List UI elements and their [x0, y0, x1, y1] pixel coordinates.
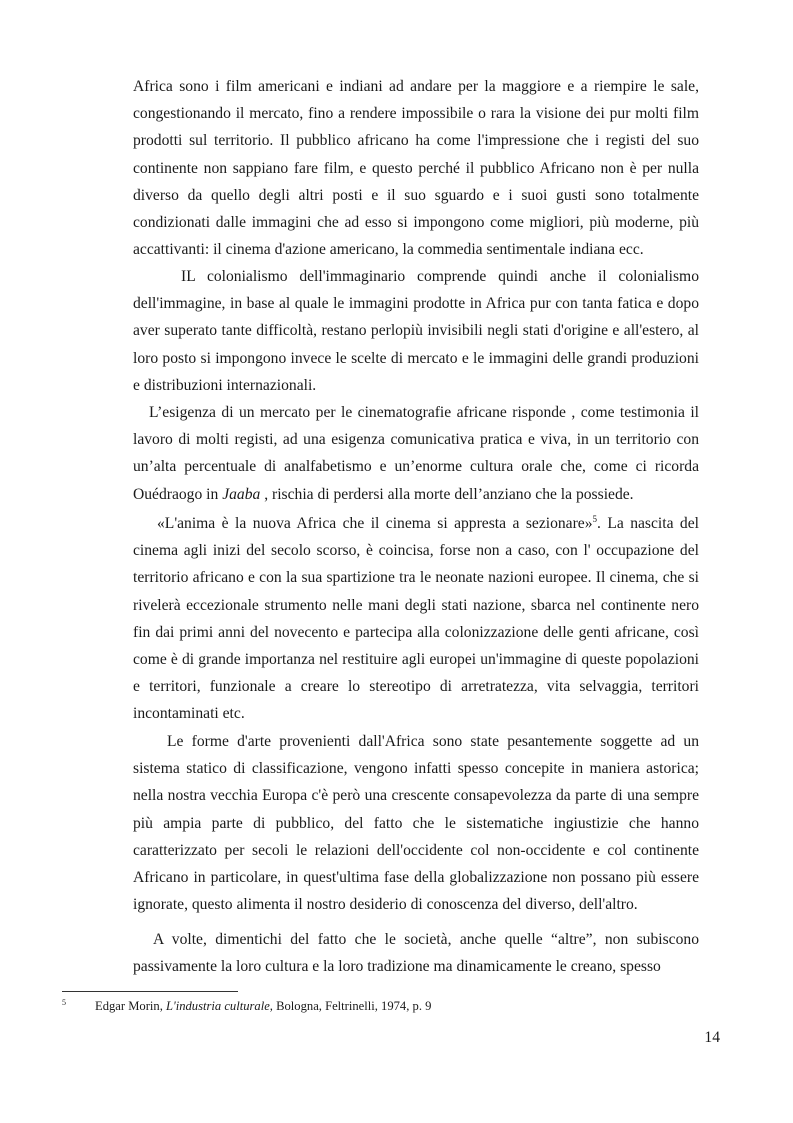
paragraph-6 [133, 926, 699, 980]
paragraph-5-text: Le forme d'arte provenienti dall'Africa sono state pesantemente soggette ad un sistema statico di classificazione, vengono infatti spesso concepite in maniera astorica; nella nostra vecchia Europa c'è però una crescente consapevolezza da parte di una sempre più ampia parte di pubblico, del fatto che le sistematiche ingiustizie che hanno caratterizzato per secoli le relazioni dell'occidente col non-occidente e col continente Africano in particolare, in quest'ultima fase della globalizzazione non possano più essere ignorate, questo alimenta il nostro desiderio di conoscenza del diverso, dell'altro. [133, 733, 699, 914]
paragraph-5 [133, 728, 699, 918]
footnote-publication-details: Bologna, Feltrinelli, 1974, p. 9 [272, 999, 432, 1013]
paragraph-6-text: A volte, dimentichi del fatto che le società, anche quelle “altre”, non subiscono passivamente la loro cultura e la loro tradizione ma dinamicamente le creano, spesso [133, 931, 699, 976]
page-number: 14 [704, 1029, 720, 1046]
footnote-author: Edgar Morin, [95, 999, 166, 1013]
film-title-italic: Jaaba [222, 485, 261, 503]
footnote-reference[interactable]: 5 [592, 513, 597, 524]
paragraph-1: Africa sono i film americani e indiani ad andare per la maggiore e a riempire le sale, congestionando il mercato, fino a rendere impossibile o rara la visione dei pur molti film prodotti sul territorio. Il pubblico africano ha come l'impressione che i registi del suo continente non sappiano fare film, e questo perché il pubblico Africano non è per nulla diverso da quello degli altri posti e il suo sguardo e i suoi gusti sono totalmente condizionati dalle immagini che ad esso si impongono come migliori, più moderne, più accattivanti: il cinema d'azione americano, la commedia sentimentale indiana ecc. [133, 78, 699, 259]
paragraph-3 [133, 399, 699, 508]
paragraph-3-text-start: L’esigenza di un mercato per le cinematografie africane risponde , come testimonia il lavoro di molti registi, ad una esigenza comunicativa pratica e viva, in un territorio con un’alta percentuale di analfabetismo e un’enorme cultura orale che, come ci ricorda Ouédraogo in [133, 404, 699, 503]
morin-quote: «L'anima è la nuova Africa che il cinema si appresta a sezionare» [157, 515, 593, 532]
footnote-book-title: L'industria culturale, [166, 999, 273, 1013]
footnote-separator [62, 991, 238, 992]
paragraph-3-text-end: , rischia di perdersi alla morte dell’anziano che la possiede. [260, 485, 634, 503]
paragraph-4 [133, 510, 699, 728]
footnote-number: 5 [62, 998, 66, 1007]
paragraph-2 [133, 263, 699, 399]
paragraph-2-text: IL colonialismo dell'immaginario comprende quindi anche il colonialismo dell'immagine, in base al quale le immagini prodotte in Africa pur con tanta fatica e dopo aver superato tante difficoltà, restano perlopiù invisibili negli stati d'origine e all'estero, al loro posto si impongono invece le scelte di mercato e le immagini delle grandi produzioni e distribuzioni internazionali. [133, 268, 699, 394]
paragraph-4-text: . La nascita del cinema agli inizi del secolo scorso, è coincisa, forse non a caso, con l' occupazione del territorio africano e con la sua spartizione tra le neonate nazioni europee. Il cinema, che si rivelerà eccezionale strumento nelle mani degli stati nazione, sbarca nel continente nero fin dai primi anni del novecento e partecipa alla colonizzazione delle genti africane, così come è di grande importanza nel restituire agli europei un'immagine di queste popolazioni e territori, funzionale a creare lo stereotipo di arretratezza, vita selvaggia, territori incontaminati etc. [133, 515, 699, 723]
footnote-citation [95, 998, 431, 1014]
